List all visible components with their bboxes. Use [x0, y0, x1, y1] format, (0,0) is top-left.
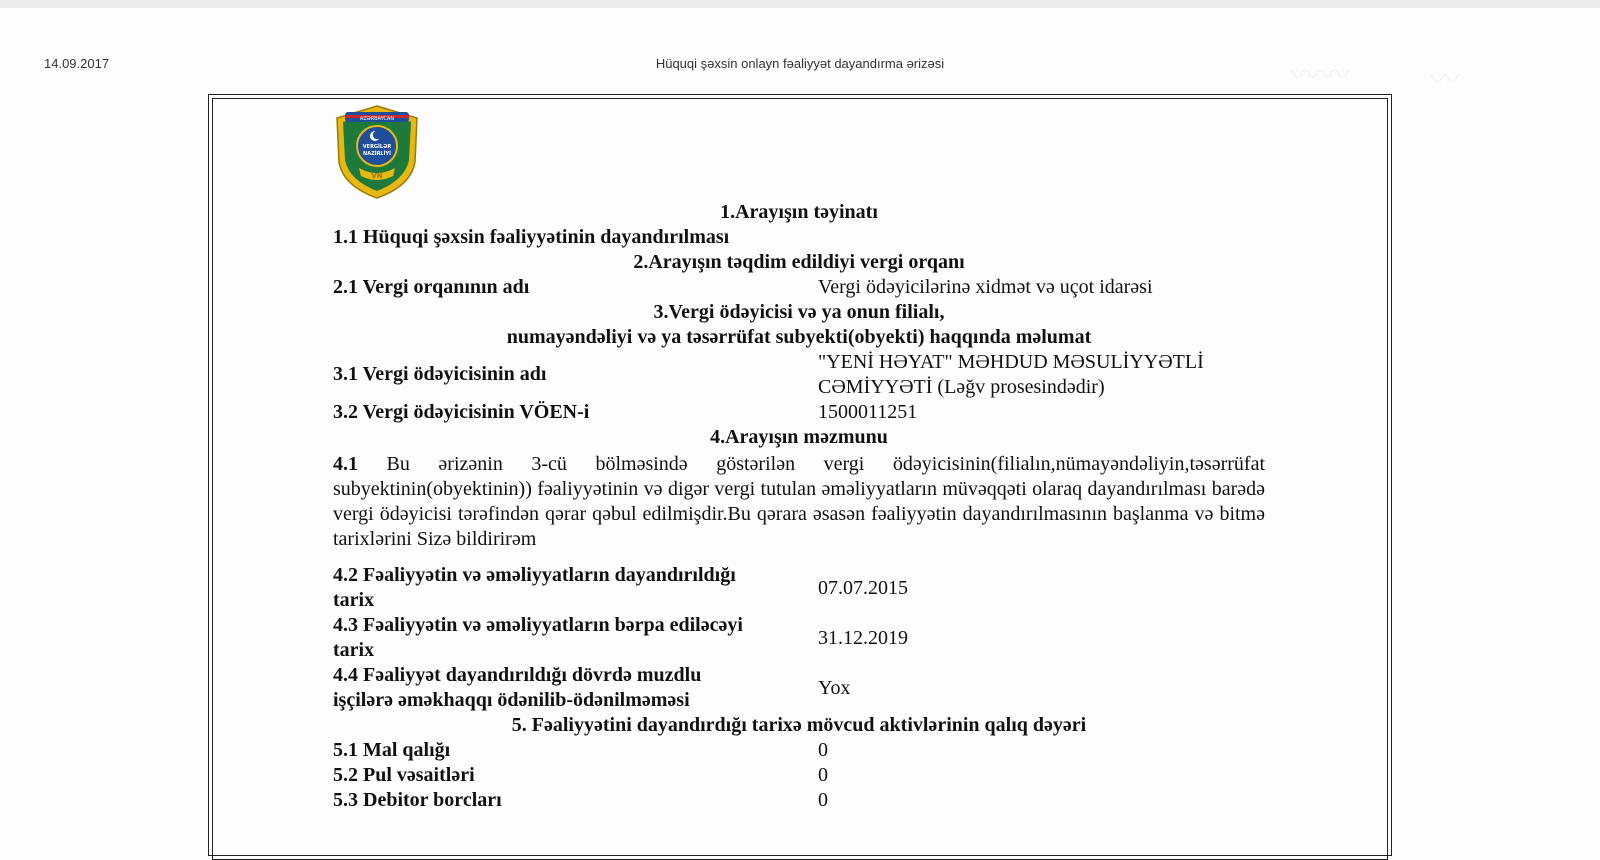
item-4-2-label-line2: tarix [333, 589, 375, 611]
item-5-1-value: 0 [818, 739, 828, 761]
item-4-1-text: Bu ərizənin 3-cü bölməsində göstərilən vergi ödəyicisinin(filialın,nümayəndəliyin,təsərrüfat subyektinin(obyektinin)) fəaliyyətinin və digər vergi tutulan əməliyyatların müvəqqəti olaraq dayandırılması barədə vergi ödəyicisi tərəfindən qərar qəbul edilmişdir.Bu qərara əsasən fəaliyyətin dayandırılmasının başlanma və bitmə tarixlərini Sizə bildirirəm [333, 453, 1265, 550]
item-3-1-value-line2: CƏMİYYƏTİ (Ləğv prosesindədir) [818, 376, 1105, 398]
item-4-2-label-line1: 4.2 Fəaliyyətin və əməliyyatların dayandırıldığı [333, 564, 736, 586]
item-3-2-label: 3.2 Vergi ödəyicisinin VÖEN-i [333, 401, 590, 423]
section-1-title: 1.Arayışın təyinatı [720, 201, 878, 223]
item-4-2-value: 07.07.2015 [818, 577, 908, 599]
section-3-title-line2: numayəndəliyi və ya təsərrüfat subyekti(obyekti) haqqında məlumat [506, 326, 1092, 348]
section-5-title: 5. Fəaliyyətini dayandırdığı tarixə mövcud aktivlərinin qalıq dəyəri [511, 714, 1087, 736]
svg-text:NAZİRLİYİ: NAZİRLİYİ [363, 151, 391, 157]
item-1-1: 1.1 Hüquqi şəxsin fəaliyyətinin dayandırılması [333, 226, 730, 248]
svg-text:VERGİLƏR: VERGİLƏR [362, 144, 392, 150]
scan-top-edge [0, 0, 1600, 8]
item-3-2-value: 1500011251 [818, 401, 918, 423]
item-4-4-label-line1: 4.4 Fəaliyyət dayandırıldığı dövrdə muzdlu [333, 664, 702, 686]
item-5-1-label: 5.1 Mal qalığı [333, 739, 451, 761]
item-3-1-value-line1: "YENİ HƏYAT" MƏHDUD MƏSULİYYƏTLİ [818, 351, 1204, 373]
item-5-2-label: 5.2 Pul vəsaitləri [333, 764, 475, 786]
svg-text:AZƏRBAYCAN: AZƏRBAYCAN [359, 116, 395, 122]
bleed-through-mark: 〰〰 [1290, 59, 1350, 92]
bleed-through-mark: 〰 [1430, 64, 1460, 97]
item-3-1-label: 3.1 Vergi ödəyicisinin adı [333, 363, 547, 385]
item-4-1-number: 4.1 [333, 453, 358, 475]
section-3-title-line1: 3.Vergi ödəyicisi və ya onun filialı, [653, 301, 945, 323]
tax-ministry-emblem [333, 104, 421, 200]
print-date: 14.09.2017 [44, 56, 110, 71]
item-5-3-label: 5.3 Debitor borcları [333, 789, 502, 811]
item-2-1-value: Vergi ödəyicilərinə xidmət və uçot idarəsi [818, 276, 1153, 298]
item-4-3-label-line1: 4.3 Fəaliyyətin və əməliyyatların bərpa ediləcəyi [333, 614, 743, 636]
item-2-1-label: 2.1 Vergi orqanının adı [333, 276, 530, 298]
item-4-3-label-line2: tarix [333, 639, 375, 661]
item-5-3-value: 0 [818, 789, 828, 811]
item-4-4-value: Yox [818, 677, 851, 699]
svg-text:VN: VN [371, 172, 383, 180]
section-2-title: 2.Arayışın təqdim edildiyi vergi orqanı [633, 251, 965, 273]
print-header-title: Hüquqi şəxsin onlayn fəaliyyət dayandırma ərizəsi [655, 56, 945, 71]
item-5-2-value: 0 [818, 764, 828, 786]
item-4-4-label-line2: işçilərə əməkhaqqı ödənilib-ödənilməməsi [333, 689, 690, 711]
section-4-title: 4.Arayışın məzmunu [710, 426, 888, 448]
item-4-1-paragraph [333, 452, 1265, 552]
item-4-3-value: 31.12.2019 [818, 627, 908, 649]
